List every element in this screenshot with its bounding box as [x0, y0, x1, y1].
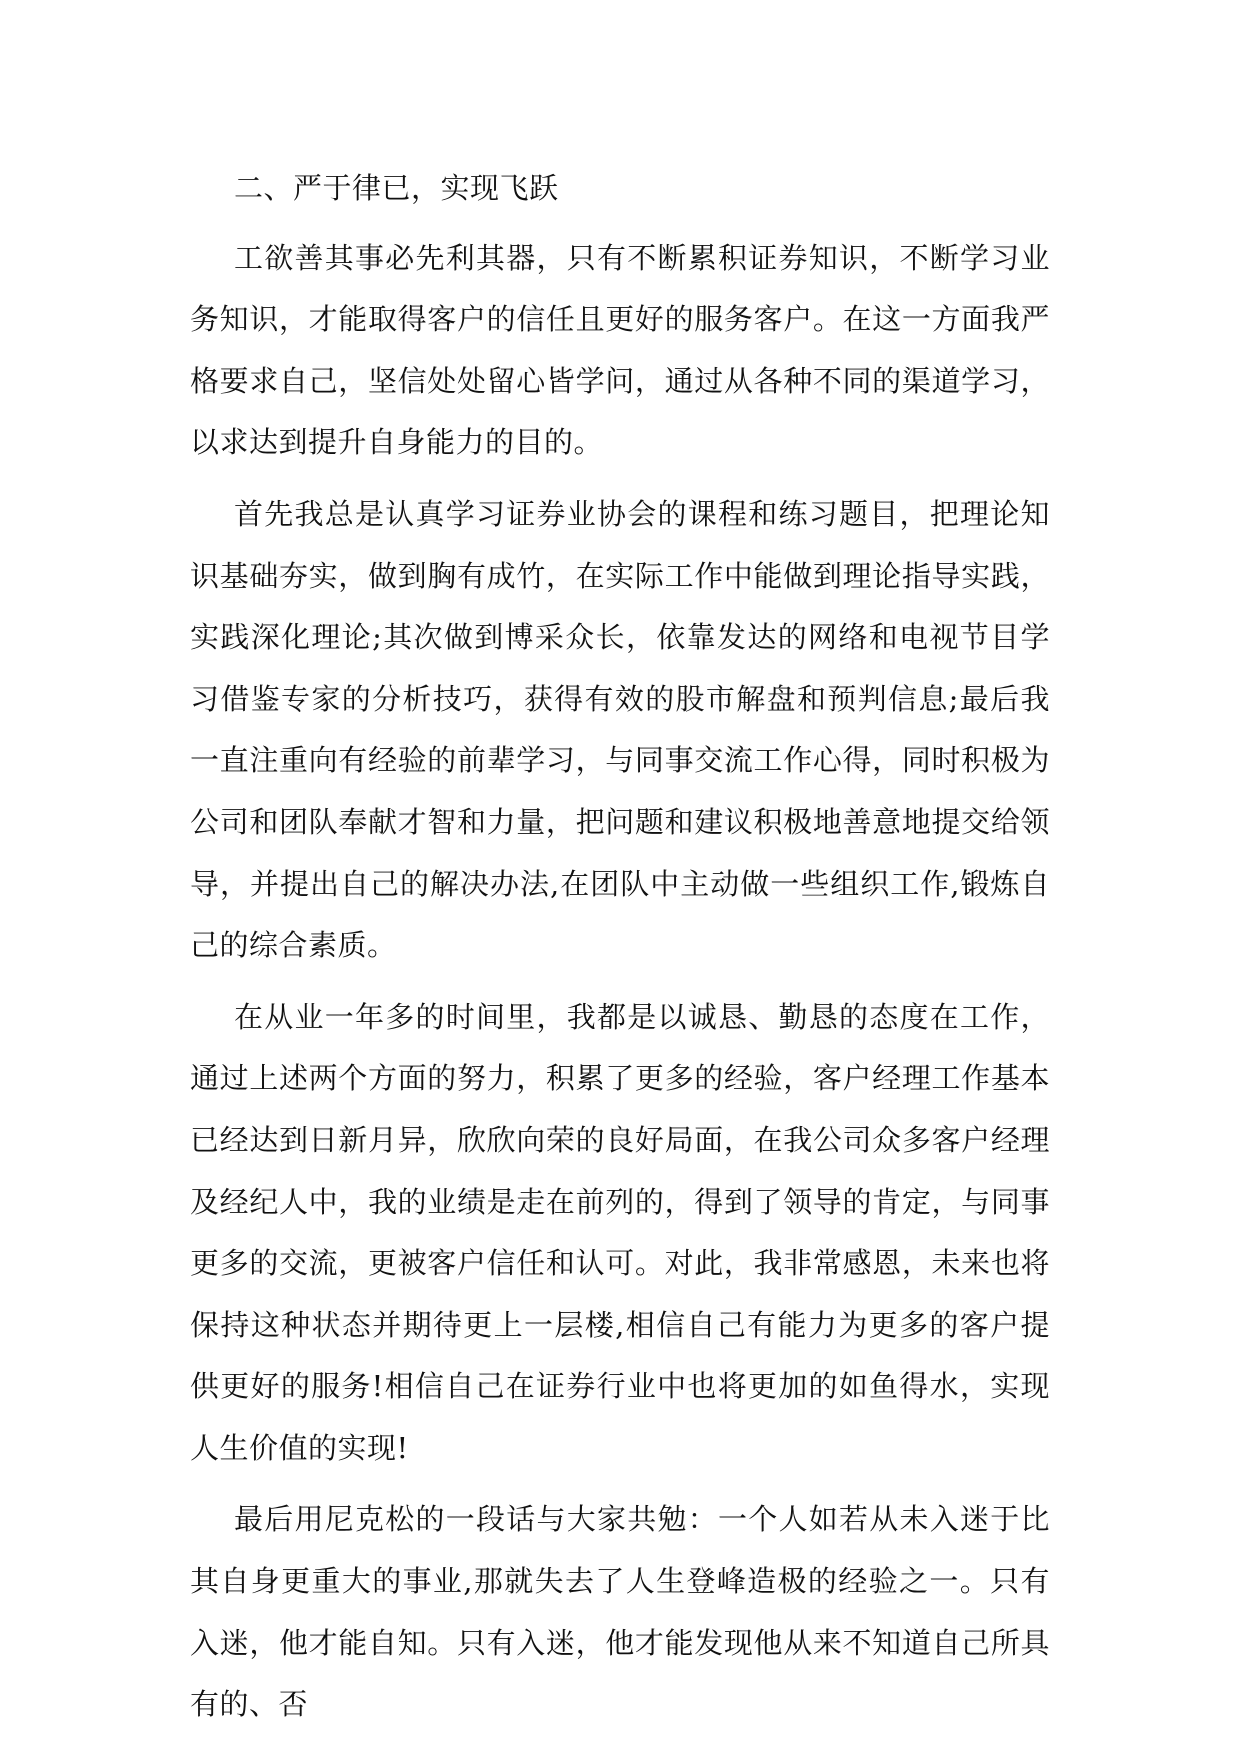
section-heading: 二、严于律已，实现飞跃 — [234, 171, 559, 205]
paragraph-achievements: 在从业一年多的时间里，我都是以诚恳、勤恳的态度在工作，通过上述两个方面的努力，积累了更多的经验，客户经理工作基本已经达到日新月异，欣欣向荣的良好局面，在我公司众多客户经理及经纪人中，我的业绩是走在前列的，得到了领导的肯定，与同事更多的交流，更被客户信任和认可。对此，我非常感恩，未来也将保持这种状态并期待更上一层楼,相信自己有能力为更多的客户提供更好的服务!相信自己在证券行业中也将更加的如鱼得水，实现人生价值的实现! — [190, 999, 1050, 1465]
paragraph-learning: 首先我总是认真学习证券业协会的课程和练习题目，把理论知识基础夯实，做到胸有成竹，在实际工作中能做到理论指导实践，实践深化理论;其次做到博采众长，依靠发达的网络和电视节目学习借鉴专家的分析技巧，获得有效的股市解盘和预判信息;最后我一直注重向有经验的前辈学习，与同事交流工作心得，同时积极为公司和团队奉献才智和力量，把问题和建议积极地善意地提交给领导，并提出自己的解决办法,在团队中主动做一些组织工作,锻炼自己的综合素质。 — [190, 496, 1050, 963]
paragraph-closing-quote: 最后用尼克松的一段话与大家共勉：一个人如若从未入迷于比其自身更重大的事业,那就失去了人生登峰造极的经验之一。只有入迷，他才能自知。只有入迷，他才能发现他从来不知道自己所具有的、否 — [190, 1502, 1050, 1722]
paragraph-tools: 工欲善其事必先利其器，只有不断累积证券知识，不断学习业务知识，才能取得客户的信任且更好的服务客户。在这一方面我严格要求自己，坚信处处留心皆学问，通过从各种不同的渠道学习，以求达到提升自身能力的目的。 — [190, 240, 1050, 460]
document-body — [190, 158, 1050, 1746]
